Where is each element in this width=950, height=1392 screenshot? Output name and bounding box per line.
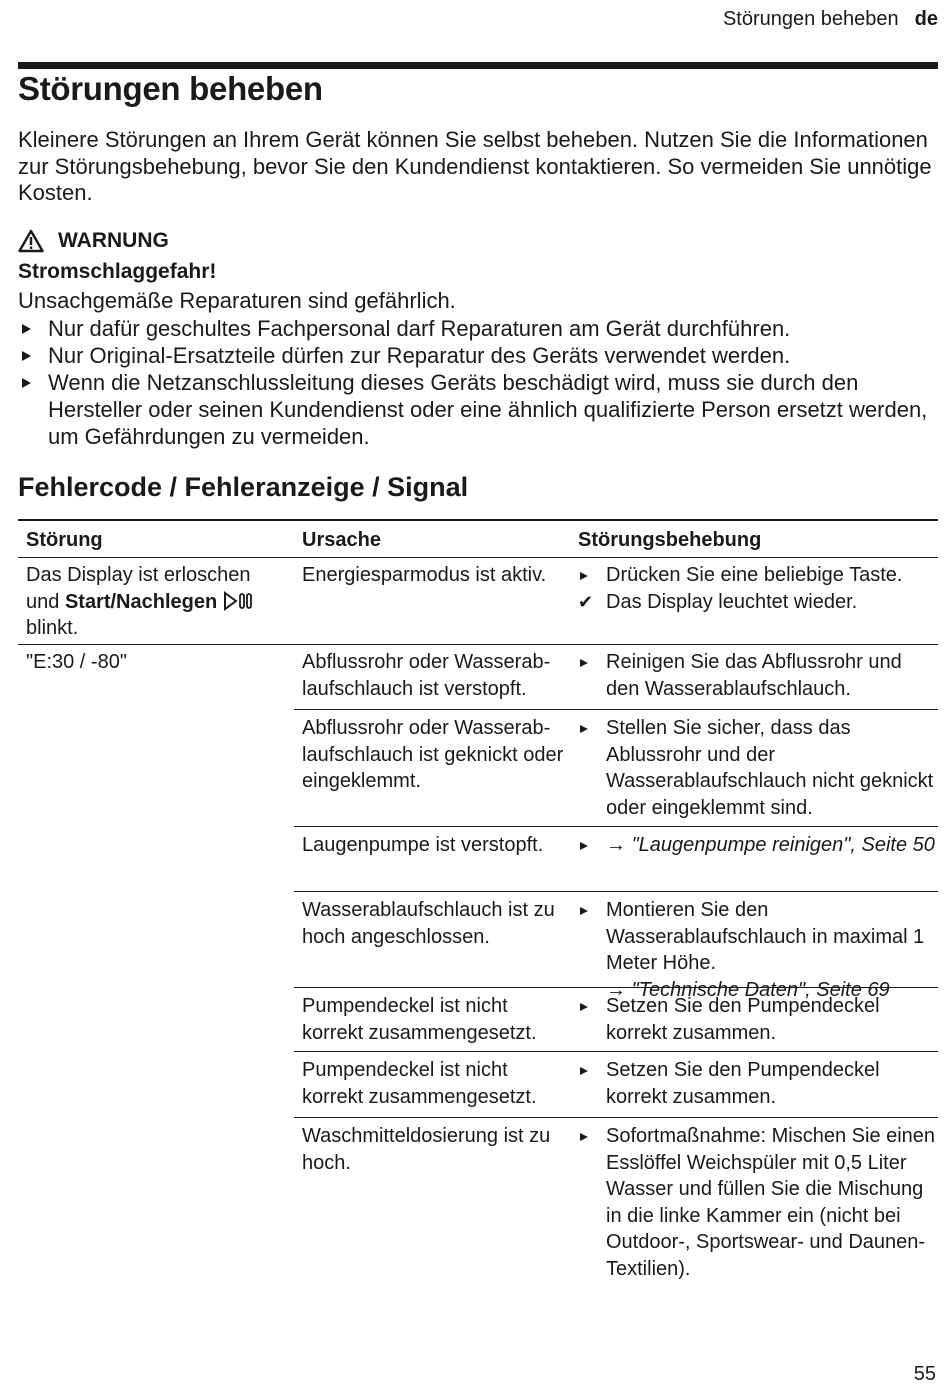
behebung-cell: Sofortmaßnahme: Mischen Sie einen Esslöffel Weichspüler mit 0,5 Liter Wasser und füllen Sie die Mischung in die linke Kammer ein (nicht bei Outdoor-, Sportswear- und Daunen-Textilien). [578,1123,938,1282]
header-rule [18,62,938,69]
warning-item: Nur dafür geschultes Fachpersonal darf Reparaturen am Gerät durchführen. [18,315,943,342]
ursache-cell: Waschmitteldosierung ist zu hoch. [302,1125,551,1174]
check-icon: ✔ [578,591,594,612]
warning-title: Stromschlaggefahr! [18,260,217,283]
arrow-icon: → [606,978,626,1001]
cause-subrow [294,893,938,1001]
ursache-cell: Abflussrohr oder Wasserab-laufschlauch ist verstopft. [302,651,551,700]
stoerung-cell: Das Display ist erloschen und Start/Nachlegen blinkt. [26,562,286,642]
section-title: Fehlercode / Fehleranzeige / Signal [18,472,469,502]
intro-paragraph: Kleinere Störungen an Ihrem Gerät können Sie selbst beheben. Nutzen Sie die Informationen zur Störungsbehebung, bevor Sie den Kundendienst kontaktieren. So vermeiden Sie unnötige Kosten. [18,127,932,205]
bullet-triangle-icon [580,659,588,667]
warning-text: Unsachgemäße Reparaturen sind gefährlich. [18,288,456,313]
cause-subrow [294,828,938,892]
warning-item: Wenn die Netzanschlussleitung dieses Geräts beschädigt wird, muss sie durch den Hersteller oder seinen Kundendienst oder eine ähnlich qualifizierte Person ersetzt werden, um Gefährdungen zu vermeiden. [18,369,943,450]
warning-header [18,229,169,253]
behebung-cell: Drücken Sie eine beliebige Taste. ✔ Das Display leuchtet wieder. [578,562,938,615]
bullet-triangle-icon [22,378,31,388]
cause-subrow [294,989,938,1052]
table-row [18,645,938,1286]
ursache-cell: Energiesparmodus ist aktiv. [302,564,547,586]
bullet-triangle-icon [580,572,588,580]
ursache-cell: Laugenpumpe ist verstopft. [302,834,544,856]
bullet-triangle-icon [580,842,588,850]
running-header [723,8,938,31]
bullet-triangle-icon [580,1003,588,1011]
bullet-triangle-icon [580,725,588,733]
page-title: Störungen beheben [18,70,323,107]
cause-subrow [294,1119,938,1285]
table-header [18,519,938,558]
cause-subrow [294,645,938,710]
start-pause-icon [223,591,253,611]
bullet-triangle-icon [580,907,588,915]
language-code: de [914,8,938,30]
column-header-ursache: Ursache [302,529,381,551]
page-number: 55 [913,1363,936,1385]
cross-reference-link[interactable]: "Technische Daten", Seite 69 [631,978,890,1001]
warning-triangle-icon [18,229,44,253]
error-table [18,519,938,1286]
behebung-cell [578,832,938,859]
behebung-cell: Setzen Sie den Pumpendeckel korrekt zusammen. [578,993,938,1046]
behebung-cell: Setzen Sie den Pumpendeckel korrekt zusammen. [578,1057,938,1110]
ursache-cell: Abflussrohr oder Wasserab-laufschlauch ist geknickt oder eingeklemmt. [302,717,564,792]
behebung-cell: Stellen Sie sicher, dass das Ablussrohr und der Wasserablaufschlauch nicht geknickt oder eingeklemmt sind. [578,715,938,821]
column-header-stoerung: Störung [26,529,103,551]
ursache-cell: Pumpendeckel ist nicht korrekt zusammengesetzt. [302,1059,537,1108]
running-header-section: Störungen beheben [722,8,899,30]
ursache-cell: Pumpendeckel ist nicht korrekt zusammengesetzt. [302,995,537,1044]
error-code: "E:30 / -80" [26,651,127,673]
cause-subrow [294,711,938,827]
ursache-cell: Wasserablaufschlauch ist zu hoch angeschlossen. [302,899,555,948]
bullet-triangle-icon [580,1133,588,1141]
warning-list [18,315,943,450]
behebung-cell: Montieren Sie den Wasserablaufschlauch in maximal 1 Meter Höhe. → "Technische Daten", Seite 69 [578,897,938,1003]
warning-label: WARNUNG [58,229,169,252]
table-row [18,558,938,645]
cross-reference-link[interactable]: "Laugenpumpe reinigen", Seite 50 [631,834,935,856]
column-header-behebung: Störungsbehebung [578,529,762,551]
behebung-cell: Reinigen Sie das Abflussrohr und den Wasserablaufschlauch. [578,649,938,702]
bullet-triangle-icon [22,324,31,334]
bullet-triangle-icon [580,1067,588,1075]
start-nachlegen-label: Start/Nachlegen [64,590,218,613]
arrow-icon: → [606,834,626,856]
bullet-triangle-icon [22,351,31,361]
cause-subrow [294,1053,938,1118]
warning-item: Nur Original-Ersatzteile dürfen zur Reparatur des Geräts verwendet werden. [18,342,943,369]
